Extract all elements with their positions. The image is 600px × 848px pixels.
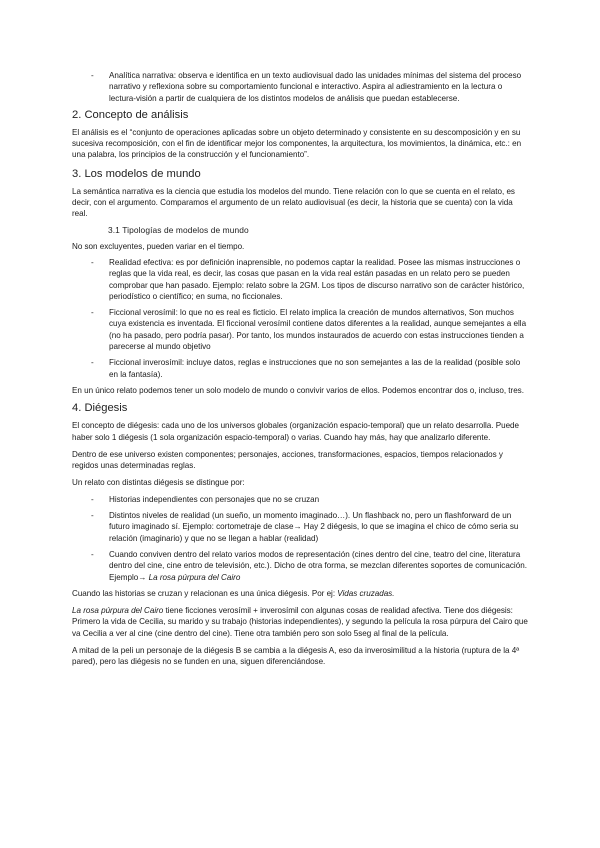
paragraph: A mitad de la peli un personaje de la diégesis B se cambia a la diégesis A, eso da inverosimilitud a la historia (ruptura de la 4ª pared), pero las diégesis no se funden en una, siguen diferenciándose. xyxy=(72,645,520,667)
paragraph xyxy=(72,588,530,599)
section-heading-diegesis: 4. Diégesis xyxy=(72,402,128,415)
paragraph: El concepto de diégesis: cada uno de los universos globales (organización espacio-temporal) que un relato desarrolla. Puede haber solo 1 diégesis (1 sola organización espacio-temporal) o varias. Cuando hay más, hay que analizarlo diferente. xyxy=(72,421,520,442)
paragraph: La semántica narrativa es la ciencia que estudia los modelos del mundo. Tiene relación con lo que se cuenta en el relato, es decir, con el argumento. Comparamos el argumento de un relato audiovisual (es decir, la historia que se cuenta) con la vida real. xyxy=(72,186,515,219)
subsection-heading-tipologias: 3.1 Tipologías de modelos de mundo xyxy=(108,224,249,235)
list-item-text: Cuando conviven dentro del relato varios modos de representación (cines dentro del cine, teatro del cine, literatura dentro del cine, cine entro de televisión, etc.). Dicho de otra forma, se mezclan diferentes soportes de comunicación. Ejemplo→ xyxy=(109,549,527,582)
diegesis-list xyxy=(72,494,530,583)
paragraph: Dentro de ese universo existen componentes; personajes, acciones, transformaciones, espacios, tiempos relacionados y regidos unas determinadas reglas. xyxy=(72,449,503,471)
list-item: - Ficcional inverosímil: incluye datos, reglas e instrucciones que no son semejantes a las de la realidad (posible solo en la fantasía). xyxy=(72,357,530,380)
paragraph: En un único relato podemos tener un solo modelo de mundo o convivir varios de ellos. Podemos encontrar dos o, incluso, tres. xyxy=(72,385,524,395)
list-item: - Ficcional verosímil: lo que no es real es ficticio. El relato implica la creación de mundos alternativos, Son muchos cuya existencia es inventada. El ficcional verosímil contiene datos diferentes a la realidad, aunque semejantes a ella (no ha pasado, pero podría pasar). Por tanto, los mundos instaurados de acuerdo con estas instrucciones tienden a parecerse al mundo objetivo xyxy=(72,307,530,352)
paragraph: No son excluyentes, pueden variar en el tiempo. xyxy=(72,241,245,251)
section-heading-modelos: 3. Los modelos de mundo xyxy=(72,167,201,180)
film-title: Vidas cruzadas. xyxy=(337,588,395,598)
paragraph: El análisis es el “conjunto de operaciones aplicadas sobre un objeto determinado y consistente en su descomposición y en su sucesiva recomposición, con el fin de identificar mejor los componentes, la arquitectura, los movimientos, la dinámica, etc.: en una palabra, los principios de la construcción y el funcionamiento”. xyxy=(72,127,522,160)
section-heading-analisis: 2. Concepto de análisis xyxy=(72,108,189,121)
film-title: La rosa púrpura del Cairo xyxy=(148,572,241,582)
list-item: - Distintos niveles de realidad (un sueño, un momento imaginado…). Un flashback no, pero un flashforward de un futuro imaginado sí. Ejemplo: cortometraje de clase→ Hay 2 diégesis, lo que se imagina el chico de cómo seria su relación (imaginario) y que no se llegan a hablar (realidad) xyxy=(72,510,530,544)
list-item xyxy=(72,549,530,583)
paragraph-text: tiene ficciones verosímil + inverosímil con algunas cosas de realidad afectiva. Tiene dos diégesis: Primero la vida de Cecilia, su marido y su trabajo (historias independientes), y segundo la película la rosa púrpura del Cairo que va Cecilia a ver al cine (cine dentro del cine). Tiene otra también pero son solo 5seg al final de la película. xyxy=(72,606,528,638)
film-title: La rosa púrpura del Cairo xyxy=(72,606,164,616)
list-item: - Historias independientes con personajes que no se cruzan xyxy=(72,494,530,505)
list-item: - Analítica narrativa: observa e identifica en un texto audiovisual dado las unidades mínimas del sistema del proceso narrativo y reflexiona sobre su comportamiento funcional e interactivo. Aspira al adiestramiento en la lectura o lectura-visión a partir de cualquiera de los distintos modelos de análisis que puedan establecerse. xyxy=(72,70,530,104)
list-item: - Realidad efectiva: es por definición inaprensible, no podemos captar la realidad. Posee las mismas instrucciones o reglas que la vida real, es decir, las cosas que pasan en la vida real están pasadas en un relato pero se pueden comprobar que han pasado. Ejemplo: relato sobre la 2GM. Los tipos de discurso narrativo son de carácter histórico, periodístico o científico; en suma, no ficcionales. xyxy=(72,257,530,302)
paragraph: Un relato con distintas diégesis se distingue por: xyxy=(72,478,245,488)
paragraph xyxy=(72,605,530,639)
document-page xyxy=(72,70,530,668)
paragraph-text: Cuando las historias se cruzan y relacionan es una única diégesis. Por ej: xyxy=(72,588,338,598)
world-models-list xyxy=(72,257,530,380)
intro-list xyxy=(72,70,530,104)
